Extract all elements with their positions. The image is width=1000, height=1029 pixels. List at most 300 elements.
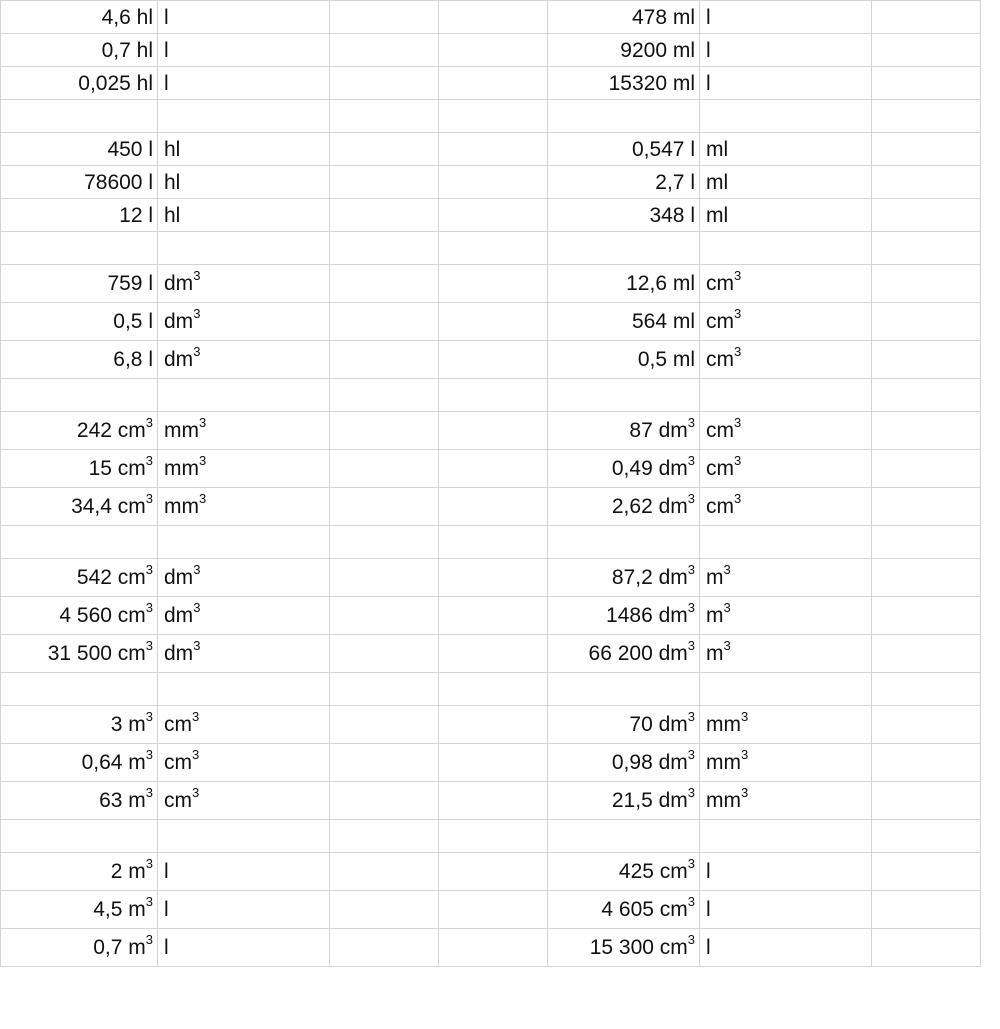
exponent: 3: [193, 344, 201, 359]
spacer-cell[interactable]: [439, 133, 548, 166]
given-value-left[interactable]: [1, 166, 158, 199]
spacer-cell[interactable]: [439, 34, 548, 67]
answer-cell-left[interactable]: [330, 412, 439, 450]
answer-cell-left[interactable]: [330, 635, 439, 673]
given-value-right[interactable]: [548, 341, 700, 379]
answer-cell-right[interactable]: [872, 929, 981, 967]
given-value-right[interactable]: [548, 265, 700, 303]
cell-text: 15320 ml: [608, 71, 695, 95]
spacer-cell[interactable]: [439, 1, 548, 34]
answer-cell-left[interactable]: [330, 853, 439, 891]
exponent: 3: [687, 785, 695, 800]
given-value-right[interactable]: [548, 929, 700, 967]
answer-cell-left[interactable]: [330, 34, 439, 67]
answer-cell-left[interactable]: [330, 199, 439, 232]
table-row: [1, 34, 981, 67]
given-value-left[interactable]: [1, 265, 158, 303]
empty-cell[interactable]: [158, 673, 330, 706]
empty-cell[interactable]: [439, 232, 548, 265]
target-unit-left[interactable]: [158, 199, 330, 232]
given-value-left[interactable]: [1, 133, 158, 166]
empty-cell[interactable]: [872, 232, 981, 265]
spacer-cell[interactable]: [439, 597, 548, 635]
given-value-right[interactable]: [548, 597, 700, 635]
worksheet-body: [1, 1, 981, 967]
answer-cell-right[interactable]: [872, 488, 981, 526]
spacer-cell[interactable]: [439, 706, 548, 744]
empty-cell[interactable]: [1, 820, 158, 853]
exponent: 3: [723, 562, 731, 577]
empty-cell[interactable]: [330, 820, 439, 853]
target-unit-right[interactable]: [700, 853, 872, 891]
answer-cell-left[interactable]: [330, 67, 439, 100]
given-value-right[interactable]: [548, 412, 700, 450]
answer-cell-right[interactable]: [872, 412, 981, 450]
empty-cell[interactable]: [872, 379, 981, 412]
cell-text: l: [164, 860, 169, 883]
exponent: 3: [734, 344, 742, 359]
empty-cell[interactable]: [439, 673, 548, 706]
spacer-cell[interactable]: [439, 450, 548, 488]
given-value-left[interactable]: [1, 303, 158, 341]
empty-cell[interactable]: [548, 526, 700, 559]
exponent: 3: [199, 453, 207, 468]
target-unit-left[interactable]: [158, 450, 330, 488]
exponent: 3: [734, 268, 742, 283]
cell-text: 78600 l: [84, 170, 153, 194]
table-row: [1, 1, 981, 34]
exponent: 3: [193, 638, 201, 653]
given-value-left[interactable]: [1, 199, 158, 232]
empty-cell[interactable]: [548, 232, 700, 265]
answer-cell-right[interactable]: [872, 597, 981, 635]
cell-text: l: [164, 38, 169, 62]
given-value-right[interactable]: [548, 891, 700, 929]
given-value-right[interactable]: [548, 706, 700, 744]
empty-cell[interactable]: [439, 526, 548, 559]
target-unit-right[interactable]: [700, 341, 872, 379]
exponent: 3: [741, 785, 749, 800]
given-value-left[interactable]: [1, 891, 158, 929]
given-value-right[interactable]: [548, 67, 700, 100]
cell-text: l: [164, 71, 169, 95]
empty-cell[interactable]: [548, 379, 700, 412]
cell-text: 9200 ml: [620, 38, 695, 62]
empty-cell[interactable]: [158, 820, 330, 853]
answer-cell-right[interactable]: [872, 706, 981, 744]
given-value-right[interactable]: [548, 166, 700, 199]
exponent: 3: [687, 894, 695, 909]
empty-cell[interactable]: [1, 379, 158, 412]
spacer-cell[interactable]: [439, 341, 548, 379]
cell-text: mm: [164, 419, 199, 442]
cell-text: l: [164, 936, 169, 959]
spacer-cell[interactable]: [439, 488, 548, 526]
answer-cell-right[interactable]: [872, 303, 981, 341]
table-row: [1, 744, 981, 782]
spacer-cell[interactable]: [439, 67, 548, 100]
empty-cell[interactable]: [700, 232, 872, 265]
spacer-cell[interactable]: [439, 265, 548, 303]
target-unit-right[interactable]: [700, 34, 872, 67]
target-unit-left[interactable]: [158, 706, 330, 744]
cell-text: l: [706, 860, 711, 883]
cell-text: 0,98 dm: [611, 751, 688, 774]
answer-cell-left[interactable]: [330, 166, 439, 199]
spacer-cell[interactable]: [439, 303, 548, 341]
empty-cell[interactable]: [439, 820, 548, 853]
given-value-left[interactable]: [1, 450, 158, 488]
cell-text: cm: [706, 310, 734, 333]
target-unit-left[interactable]: [158, 133, 330, 166]
spacer-cell[interactable]: [439, 559, 548, 597]
table-row: [1, 891, 981, 929]
spacer-cell[interactable]: [439, 744, 548, 782]
exponent: 3: [193, 306, 201, 321]
target-unit-right[interactable]: [700, 597, 872, 635]
cell-text: dm: [164, 604, 194, 627]
given-value-left[interactable]: [1, 706, 158, 744]
answer-cell-right[interactable]: [872, 166, 981, 199]
answer-cell-right[interactable]: [872, 853, 981, 891]
spacer-cell[interactable]: [439, 199, 548, 232]
exponent: 3: [687, 747, 695, 762]
exponent: 3: [199, 491, 207, 506]
cell-text: l: [706, 898, 711, 921]
table-row: [1, 450, 981, 488]
empty-cell[interactable]: [548, 820, 700, 853]
answer-cell-right[interactable]: [872, 744, 981, 782]
separator-row: [1, 820, 981, 853]
target-unit-right[interactable]: [700, 133, 872, 166]
target-unit-left[interactable]: [158, 166, 330, 199]
spacer-cell[interactable]: [439, 891, 548, 929]
separator-row: [1, 232, 981, 265]
target-unit-left[interactable]: [158, 341, 330, 379]
cell-text: l: [164, 898, 169, 921]
exponent: 3: [145, 894, 153, 909]
cell-text: 450 l: [107, 137, 153, 161]
cell-text: cm: [164, 789, 192, 812]
empty-cell[interactable]: [330, 379, 439, 412]
table-row: [1, 597, 981, 635]
empty-cell[interactable]: [1, 526, 158, 559]
answer-cell-left[interactable]: [330, 891, 439, 929]
cell-text: l: [706, 5, 711, 29]
target-unit-left[interactable]: [158, 891, 330, 929]
empty-cell[interactable]: [330, 526, 439, 559]
empty-cell[interactable]: [872, 820, 981, 853]
answer-cell-right[interactable]: [872, 133, 981, 166]
cell-text: mm: [706, 713, 741, 736]
given-value-left[interactable]: [1, 635, 158, 673]
answer-cell-right[interactable]: [872, 34, 981, 67]
exponent: 3: [193, 600, 201, 615]
answer-cell-left[interactable]: [330, 597, 439, 635]
table-row: [1, 488, 981, 526]
target-unit-left[interactable]: [158, 412, 330, 450]
given-value-left[interactable]: [1, 929, 158, 967]
target-unit-right[interactable]: [700, 929, 872, 967]
exponent: 3: [192, 747, 200, 762]
target-unit-right[interactable]: [700, 706, 872, 744]
given-value-left[interactable]: [1, 597, 158, 635]
empty-cell[interactable]: [1, 232, 158, 265]
given-value-left[interactable]: [1, 488, 158, 526]
target-unit-left[interactable]: [158, 597, 330, 635]
answer-cell-right[interactable]: [872, 265, 981, 303]
separator-row: [1, 379, 981, 412]
cell-text: 31 500 cm: [47, 642, 146, 665]
spacer-cell[interactable]: [439, 412, 548, 450]
spacer-cell[interactable]: [439, 929, 548, 967]
target-unit-right[interactable]: [700, 559, 872, 597]
cell-text: 542 cm: [76, 566, 146, 589]
empty-cell[interactable]: [439, 100, 548, 133]
exponent: 3: [734, 491, 742, 506]
given-value-right[interactable]: [548, 744, 700, 782]
given-value-right[interactable]: [548, 635, 700, 673]
given-value-right[interactable]: [548, 199, 700, 232]
empty-cell[interactable]: [158, 100, 330, 133]
cell-text: 0,7 m: [93, 936, 146, 959]
target-unit-right[interactable]: [700, 1, 872, 34]
target-unit-right[interactable]: [700, 67, 872, 100]
cell-text: cm: [164, 713, 192, 736]
empty-cell[interactable]: [330, 232, 439, 265]
cell-text: hl: [164, 137, 181, 161]
target-unit-right[interactable]: [700, 635, 872, 673]
answer-cell-left[interactable]: [330, 341, 439, 379]
given-value-right[interactable]: [548, 34, 700, 67]
empty-cell[interactable]: [700, 100, 872, 133]
cell-text: cm: [706, 457, 734, 480]
answer-cell-left[interactable]: [330, 559, 439, 597]
empty-cell[interactable]: [872, 526, 981, 559]
spacer-cell[interactable]: [439, 166, 548, 199]
target-unit-left[interactable]: [158, 559, 330, 597]
target-unit-right[interactable]: [700, 782, 872, 820]
answer-cell-left[interactable]: [330, 1, 439, 34]
target-unit-left[interactable]: [158, 744, 330, 782]
empty-cell[interactable]: [548, 673, 700, 706]
cell-text: 0,025 hl: [78, 71, 153, 95]
answer-cell-left[interactable]: [330, 929, 439, 967]
answer-cell-right[interactable]: [872, 67, 981, 100]
target-unit-left[interactable]: [158, 635, 330, 673]
answer-cell-right[interactable]: [872, 199, 981, 232]
answer-cell-left[interactable]: [330, 265, 439, 303]
cell-text: 0,547 l: [631, 137, 695, 161]
given-value-right[interactable]: [548, 559, 700, 597]
given-value-right[interactable]: [548, 450, 700, 488]
empty-cell[interactable]: [330, 673, 439, 706]
empty-cell[interactable]: [872, 100, 981, 133]
exponent: 3: [687, 562, 695, 577]
answer-cell-left[interactable]: [330, 450, 439, 488]
cell-text: cm: [706, 419, 734, 442]
cell-text: mm: [164, 495, 199, 518]
answer-cell-left[interactable]: [330, 303, 439, 341]
cell-text: 12 l: [119, 203, 153, 227]
given-value-left[interactable]: [1, 782, 158, 820]
given-value-right[interactable]: [548, 782, 700, 820]
cell-text: 4 605 cm: [601, 898, 688, 921]
empty-cell[interactable]: [872, 673, 981, 706]
empty-cell[interactable]: [1, 100, 158, 133]
target-unit-right[interactable]: [700, 166, 872, 199]
answer-cell-right[interactable]: [872, 341, 981, 379]
exponent: 3: [723, 600, 731, 615]
cell-text: 12,6 ml: [626, 272, 695, 295]
given-value-left[interactable]: [1, 559, 158, 597]
cell-text: l: [706, 38, 711, 62]
target-unit-right[interactable]: [700, 412, 872, 450]
answer-cell-right[interactable]: [872, 559, 981, 597]
answer-cell-left[interactable]: [330, 744, 439, 782]
target-unit-left[interactable]: [158, 34, 330, 67]
empty-cell[interactable]: [158, 379, 330, 412]
target-unit-left[interactable]: [158, 853, 330, 891]
cell-text: ml: [706, 137, 729, 161]
target-unit-left[interactable]: [158, 67, 330, 100]
given-value-left[interactable]: [1, 34, 158, 67]
exponent: 3: [687, 600, 695, 615]
spacer-cell[interactable]: [439, 853, 548, 891]
answer-cell-left[interactable]: [330, 782, 439, 820]
exponent: 3: [734, 415, 742, 430]
exponent: 3: [687, 932, 695, 947]
cell-text: 21,5 dm: [611, 789, 688, 812]
answer-cell-left[interactable]: [330, 133, 439, 166]
exponent: 3: [687, 453, 695, 468]
given-value-left[interactable]: [1, 412, 158, 450]
cell-text: 4,6 hl: [101, 5, 153, 29]
empty-cell[interactable]: [700, 673, 872, 706]
table-row: [1, 133, 981, 166]
target-unit-left[interactable]: [158, 488, 330, 526]
exponent: 3: [723, 638, 731, 653]
cell-text: 2,7 l: [655, 170, 695, 194]
given-value-right[interactable]: [548, 853, 700, 891]
target-unit-right[interactable]: [700, 199, 872, 232]
target-unit-left[interactable]: [158, 265, 330, 303]
exponent: 3: [199, 415, 207, 430]
target-unit-right[interactable]: [700, 488, 872, 526]
cell-text: 242 cm: [76, 419, 146, 442]
target-unit-right[interactable]: [700, 744, 872, 782]
answer-cell-right[interactable]: [872, 891, 981, 929]
empty-cell[interactable]: [700, 379, 872, 412]
empty-cell[interactable]: [548, 100, 700, 133]
target-unit-left[interactable]: [158, 929, 330, 967]
table-row: [1, 559, 981, 597]
target-unit-right[interactable]: [700, 891, 872, 929]
cell-text: 0,5 l: [113, 310, 153, 333]
empty-cell[interactable]: [700, 526, 872, 559]
cell-text: 0,49 dm: [611, 457, 688, 480]
cell-text: 4,5 m: [93, 898, 146, 921]
exponent: 3: [145, 856, 153, 871]
empty-cell[interactable]: [1, 673, 158, 706]
exponent: 3: [687, 709, 695, 724]
answer-cell-right[interactable]: [872, 782, 981, 820]
exponent: 3: [734, 453, 742, 468]
cell-text: m: [706, 566, 724, 589]
answer-cell-left[interactable]: [330, 488, 439, 526]
target-unit-left[interactable]: [158, 782, 330, 820]
cell-text: 15 cm: [88, 457, 146, 480]
given-value-right[interactable]: [548, 133, 700, 166]
given-value-left[interactable]: [1, 853, 158, 891]
given-value-right[interactable]: [548, 303, 700, 341]
exponent: 3: [687, 491, 695, 506]
table-row: [1, 782, 981, 820]
empty-cell[interactable]: [700, 820, 872, 853]
cell-text: 3 m: [110, 713, 146, 736]
cell-text: l: [706, 936, 711, 959]
cell-text: 87 dm: [629, 419, 688, 442]
cell-text: m: [706, 604, 724, 627]
spacer-cell[interactable]: [439, 782, 548, 820]
spacer-cell[interactable]: [439, 635, 548, 673]
empty-cell[interactable]: [158, 526, 330, 559]
exponent: 3: [687, 415, 695, 430]
answer-cell-left[interactable]: [330, 706, 439, 744]
target-unit-right[interactable]: [700, 450, 872, 488]
exponent: 3: [687, 638, 695, 653]
given-value-left[interactable]: [1, 1, 158, 34]
cell-text: 63 m: [99, 789, 146, 812]
exponent: 3: [193, 562, 201, 577]
answer-cell-right[interactable]: [872, 1, 981, 34]
target-unit-right[interactable]: [700, 303, 872, 341]
table-row: [1, 265, 981, 303]
cell-text: l: [164, 5, 169, 29]
given-value-left[interactable]: [1, 67, 158, 100]
empty-cell[interactable]: [439, 379, 548, 412]
cell-text: dm: [164, 348, 194, 371]
exponent: 3: [145, 932, 153, 947]
target-unit-right[interactable]: [700, 265, 872, 303]
exponent: 3: [741, 747, 749, 762]
table-row: [1, 67, 981, 100]
given-value-right[interactable]: [548, 1, 700, 34]
answer-cell-right[interactable]: [872, 635, 981, 673]
table-row: [1, 341, 981, 379]
separator-row: [1, 526, 981, 559]
table-row: [1, 853, 981, 891]
given-value-left[interactable]: [1, 341, 158, 379]
given-value-right[interactable]: [548, 488, 700, 526]
exponent: 3: [145, 785, 153, 800]
cell-text: 66 200 dm: [588, 642, 688, 665]
target-unit-left[interactable]: [158, 303, 330, 341]
exponent: 3: [145, 415, 153, 430]
given-value-left[interactable]: [1, 744, 158, 782]
empty-cell[interactable]: [330, 100, 439, 133]
cell-text: m: [706, 642, 724, 665]
cell-text: 4 560 cm: [59, 604, 146, 627]
cell-text: 478 ml: [631, 5, 695, 29]
target-unit-left[interactable]: [158, 1, 330, 34]
cell-text: 425 cm: [618, 860, 688, 883]
exponent: 3: [145, 709, 153, 724]
answer-cell-right[interactable]: [872, 450, 981, 488]
empty-cell[interactable]: [158, 232, 330, 265]
cell-text: 348 l: [649, 203, 695, 227]
cell-text: ml: [706, 203, 729, 227]
